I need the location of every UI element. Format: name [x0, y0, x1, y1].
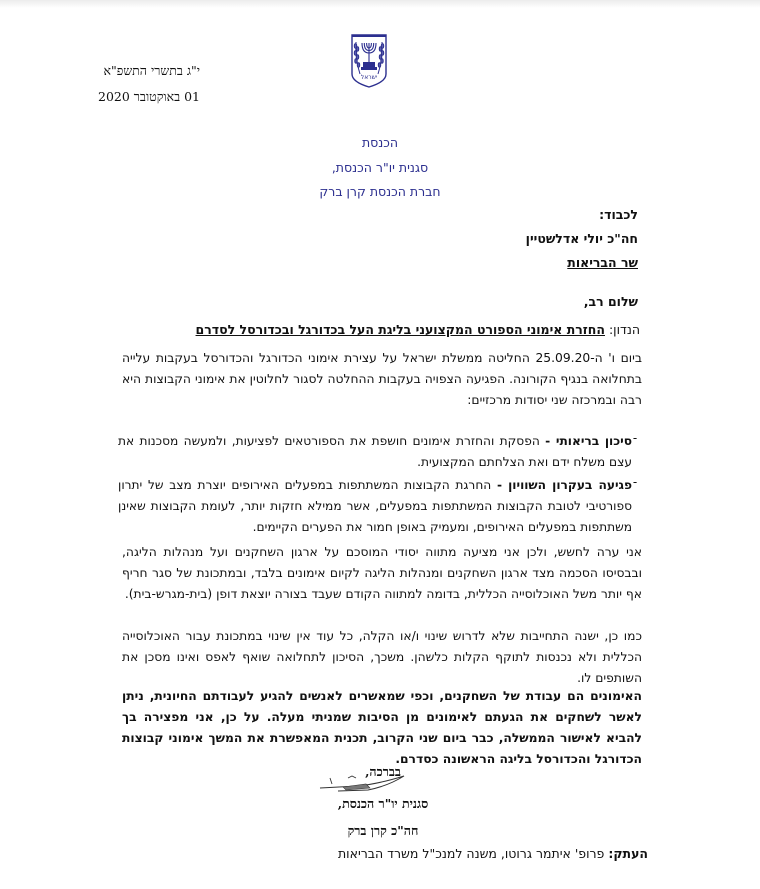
signature-name: חה"כ קרן ברק: [347, 823, 419, 838]
gregorian-date: 01 באוקטובר 2020: [98, 89, 200, 104]
bullet-title: סיכון בריאותי -: [545, 434, 633, 448]
subject-text: החזרת אימוני הספורט המקצועני בליגת העל בכדורגל ובכדורסל לסדרם: [195, 322, 605, 337]
bullet-title: פגיעה בעקרון השוויון -: [496, 478, 632, 492]
bullet-dash: -: [632, 431, 638, 445]
subject-line: [196, 322, 640, 337]
cc-text: פרופ' איתמר גרוטו, משנה למנכ"ל משרד הבריאות: [337, 846, 609, 861]
header-org: הכנסת: [361, 135, 399, 150]
bullet-equality: [118, 475, 632, 538]
signature-closing: בברכה,: [365, 764, 401, 779]
bullet-dash: -: [632, 475, 638, 489]
cc-line: [338, 846, 648, 861]
emblem-inscription: ישראל: [360, 74, 378, 81]
bullet-health-risk: [118, 431, 632, 473]
bullet-text: החרגת הקבוצות המשתתפות במפעלים האירופים יוצרת מצב של יתרון ספורטיבי לטובת הקבוצות המשתתפות במפעלים, אשר ממילא חזקות יותר, לעומת הקבוצות שאינן משתתפות במפעלים האירופים, ומעמיק באופן חמור את הפערים הקיימים.: [118, 478, 632, 534]
bullet-text: הפסקת והחזרת אימונים חושפת את הספורטאים לפציעות, ולמעשה מסכנות את עצם משלח ידם ואת הצלחתם המקצועית.: [118, 434, 632, 469]
paragraph-commitment: כמו כן, ישנה התחייבות שלא לדרוש שינוי ו/או הקלה, כל עוד אין שינוי במתכונת עבור האוכלוסייה הכללית ולא נכנסות לתוקף הקלות כלשהן. משכך, הסיכון לתחלואה שואף לאפס ואינו מסכן את השותפים לו.: [122, 629, 642, 685]
greeting: שלום רב,: [583, 294, 638, 309]
subject-label: הנדון:: [608, 322, 640, 337]
recipient-title: שר הבריאות: [567, 255, 638, 270]
paragraph-proposal: אני ערה לחשש, ולכן אני מציעה מתווה יסודי המוסכם על ארגון השחקנים ועל מנהלות הליגה, ובבסיסו הסכמה מצד ארגון השחקנים ומנהלות הליגה לקיום אימונים בלבד, ובמתכונת של סגר חריף אף יותר משל האוכלוסייה הכללית, בדומה למתווה הקודם שעבד בצורה יוצאת דופן (בית-מגרש-בית).: [122, 545, 642, 601]
recipient-name: חה"כ יולי אדלשטיין: [525, 231, 638, 246]
header-role: סגנית יו"ר הכנסת,: [331, 160, 429, 175]
israel-emblem-icon: [351, 34, 387, 88]
cc-label: העתק:: [608, 846, 648, 861]
header-name: חברת הכנסת קרן ברק: [319, 184, 441, 199]
hebrew-date: י"ג בתשרי התשפ"א: [103, 63, 200, 78]
paragraph-request: האימונים הם עבודת של השחקנים, וכפי שמאשרים לאנשים להגיע לעבודתם החיונית, ניתן לאשר לשחקים את הגעתם לאימונים מן הסיבות שמניתי מעלה. על כן, אני מפצירה בך להביא לאישור הממשלה, כבר ביום שני הקרוב, תכנית המאפשרת את המשך אימוני קבוצות הכדורגל והכדורסל בליגה הראשונה כסדרם.: [122, 689, 642, 766]
top-shadow: [0, 0, 760, 8]
recipient-label: לכבוד:: [599, 207, 638, 222]
signature-role: סגנית יו"ר הכנסת,: [337, 796, 429, 811]
paragraph-intro: ביום ו' ה-25.09.20 החליטה ממשלת ישראל על עצירת אימוני הכדורגל והכדורסל בעקבות עלייה בתחלואה בנגיף הקורונה. הפגיעה הצפויה בעקבות ההחלטה לסגור לחלוטין את אימוני הקבוצות היא רבה ובמרכזה שני יסודות מרכזיים:: [122, 351, 642, 407]
handwritten-signature: [318, 772, 408, 794]
